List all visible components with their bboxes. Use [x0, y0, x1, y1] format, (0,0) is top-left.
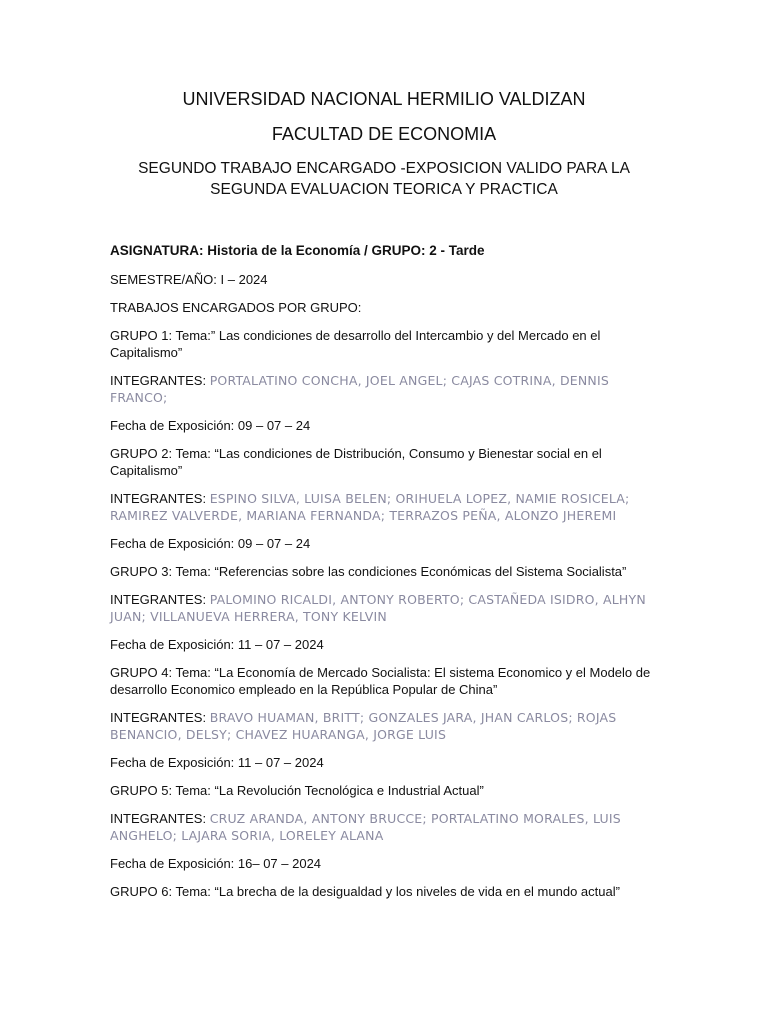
semester-line: SEMESTRE/AÑO: I – 2024 [110, 272, 268, 287]
group-3-members [110, 591, 670, 625]
document-body [110, 242, 670, 911]
members-names: CRUZ ARANDA, ANTONY BRUCCE; PORTALATINO MORALES, LUIS ANGHELO; LAJARA SORIA, LORELEY ALANA [110, 811, 621, 843]
faculty-title: FACULTAD DE ECONOMIA [271, 124, 497, 144]
members-label: INTEGRANTES: [110, 491, 210, 506]
group-6-topic: GRUPO 6: Tema: “La brecha de la desigualdad y los niveles de vida en el mundo actual” [110, 884, 620, 899]
members-names: PALOMINO RICALDI, ANTONY ROBERTO; CASTAÑEDA ISIDRO, ALHYN JUAN; VILLANUEVA HERRERA, TONY KELVIN [110, 592, 646, 624]
group-1-topic: GRUPO 1: Tema:” Las condiciones de desarrollo del Intercambio y del Mercado en el Capitalismo” [110, 328, 601, 360]
subject-line: ASIGNATURA: Historia de la Economía / GRUPO: 2 - Tarde [110, 243, 485, 258]
assignment-title-line2: SEGUNDA EVALUACION TEORICA Y PRACTICA [210, 181, 558, 198]
members-label: INTEGRANTES: [110, 811, 210, 826]
group-4-date: Fecha de Exposición: 11 – 07 – 2024 [110, 755, 324, 770]
group-4-topic: GRUPO 4: Tema: “La Economía de Mercado Socialista: El sistema Economico y el Modelo de desarrollo Economico empleado en la República Popular de China” [110, 665, 651, 697]
assignment-title [120, 158, 648, 200]
assignment-title-line1: SEGUNDO TRABAJO ENCARGADO -EXPOSICION VALIDO PARA LA [138, 160, 630, 177]
group-1-date: Fecha de Exposición: 09 – 07 – 24 [110, 418, 311, 433]
group-5-topic: GRUPO 5: Tema: “La Revolución Tecnológica e Industrial Actual” [110, 783, 484, 798]
members-label: INTEGRANTES: [110, 710, 210, 725]
university-title: UNIVERSIDAD NACIONAL HERMILIO VALDIZAN [182, 89, 586, 109]
works-heading: TRABAJOS ENCARGADOS POR GRUPO: [110, 300, 362, 315]
members-label: INTEGRANTES: [110, 373, 210, 388]
group-3-date: Fecha de Exposición: 11 – 07 – 2024 [110, 637, 324, 652]
group-2-members [110, 490, 670, 524]
members-names: ESPINO SILVA, LUISA BELEN; ORIHUELA LOPEZ, NAMIE ROSICELA; RAMIREZ VALVERDE, MARIANA FERNANDA; TERRAZOS PEÑA, ALONZO JHEREMI [110, 491, 630, 523]
group-5-date: Fecha de Exposición: 16– 07 – 2024 [110, 856, 322, 871]
members-names: PORTALATINO CONCHA, JOEL ANGEL; CAJAS COTRINA, DENNIS FRANCO; [110, 373, 609, 405]
members-names: BRAVO HUAMAN, BRITT; GONZALES JARA, JHAN CARLOS; ROJAS BENANCIO, DELSY; CHAVEZ HUARANGA, JORGE LUIS [110, 710, 617, 742]
group-5-members [110, 810, 670, 844]
members-label: INTEGRANTES: [110, 592, 210, 607]
group-1-members [110, 372, 670, 406]
group-4-members [110, 709, 670, 743]
group-2-topic: GRUPO 2: Tema: “Las condiciones de Distribución, Consumo y Bienestar social en el Capitalismo” [110, 446, 602, 478]
group-3-topic: GRUPO 3: Tema: “Referencias sobre las condiciones Económicas del Sistema Socialista” [110, 564, 627, 579]
group-2-date: Fecha de Exposición: 09 – 07 – 24 [110, 536, 311, 551]
